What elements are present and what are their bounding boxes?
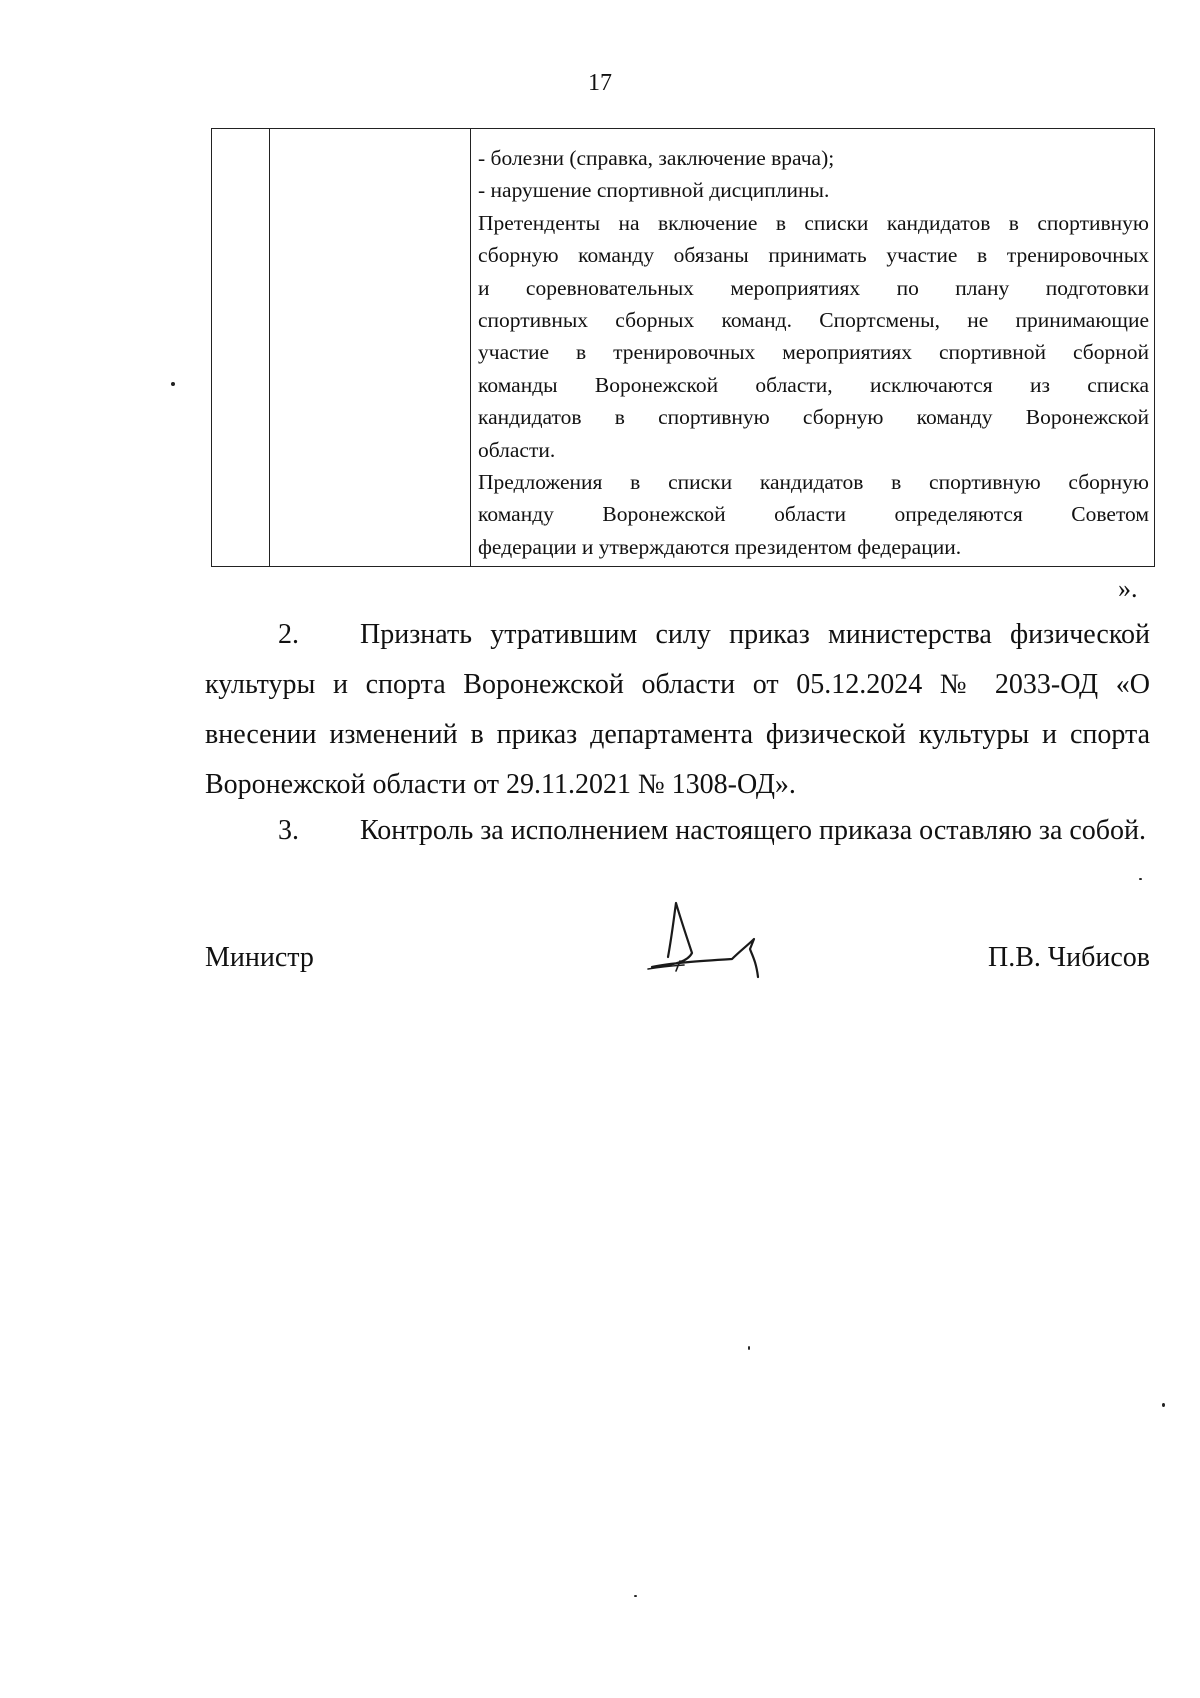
page-number: 17 (588, 70, 612, 96)
paragraph-line (205, 610, 1150, 660)
paragraph-line (205, 806, 1150, 856)
table-line: - болезни (справка, заключение врача); (478, 146, 835, 170)
paragraph-line: внесении изменений в приказ департамента физической культуры и спорта (205, 719, 1150, 750)
table-line: Предложения в списки кандидатов в спортивную сборную (478, 470, 1149, 495)
paragraph-number: 3. (278, 815, 299, 846)
table-line: области. (478, 437, 556, 462)
table-line: спортивных сборных команд. Спортсмены, не принимающие (478, 308, 1149, 333)
scan-speck (1139, 878, 1142, 880)
table-line: сборную команду обязаны принимать участие в тренировочных (478, 243, 1149, 268)
paragraph-3 (205, 806, 1150, 856)
scan-speck (171, 382, 175, 386)
table-line: кандидатов в спортивную сборную команду Воронежской (478, 405, 1149, 430)
table-line: и соревновательных мероприятиях по плану подготовки (478, 275, 1149, 300)
table-line: - нарушение спортивной дисциплины. (478, 178, 830, 203)
table-line: команды Воронежской области, исключаются из списка (478, 372, 1149, 397)
paragraph-line-text: Контроль за исполнением настоящего приказа оставляю за собой. (360, 815, 1147, 846)
paragraph-line-text: Признать утратившим силу приказ министерства физической (360, 619, 1150, 650)
closing-quote: ». (1118, 574, 1138, 603)
signatory-title: Министр (205, 942, 314, 973)
table-cell-number (212, 129, 270, 566)
paragraph-2 (205, 610, 1150, 810)
scan-speck (748, 1346, 750, 1350)
table-line: федерации и утверждаются президентом федерации. (478, 534, 962, 559)
scan-speck (1162, 1403, 1165, 1407)
table-cell-description (471, 129, 1154, 566)
table-line: команду Воронежской области определяются Советом (478, 502, 1149, 527)
table-cell-name (270, 129, 471, 566)
paragraph-number: 2. (278, 619, 299, 650)
paragraph-line: Воронежской области от 29.11.2021 № 1308-ОД». (205, 769, 796, 800)
scan-speck (634, 1595, 637, 1597)
table-line: участие в тренировочных мероприятиях спортивной сборной (478, 340, 1149, 365)
paragraph-line: культуры и спорта Воронежской области от 05.12.2024 № 2033-ОД «О (205, 669, 1150, 700)
signatory-name: П.В. Чибисов (988, 942, 1150, 973)
table-line: Претенденты на включение в списки кандидатов в спортивную (478, 210, 1149, 235)
continuation-table (211, 128, 1155, 567)
handwritten-signature (640, 895, 790, 985)
